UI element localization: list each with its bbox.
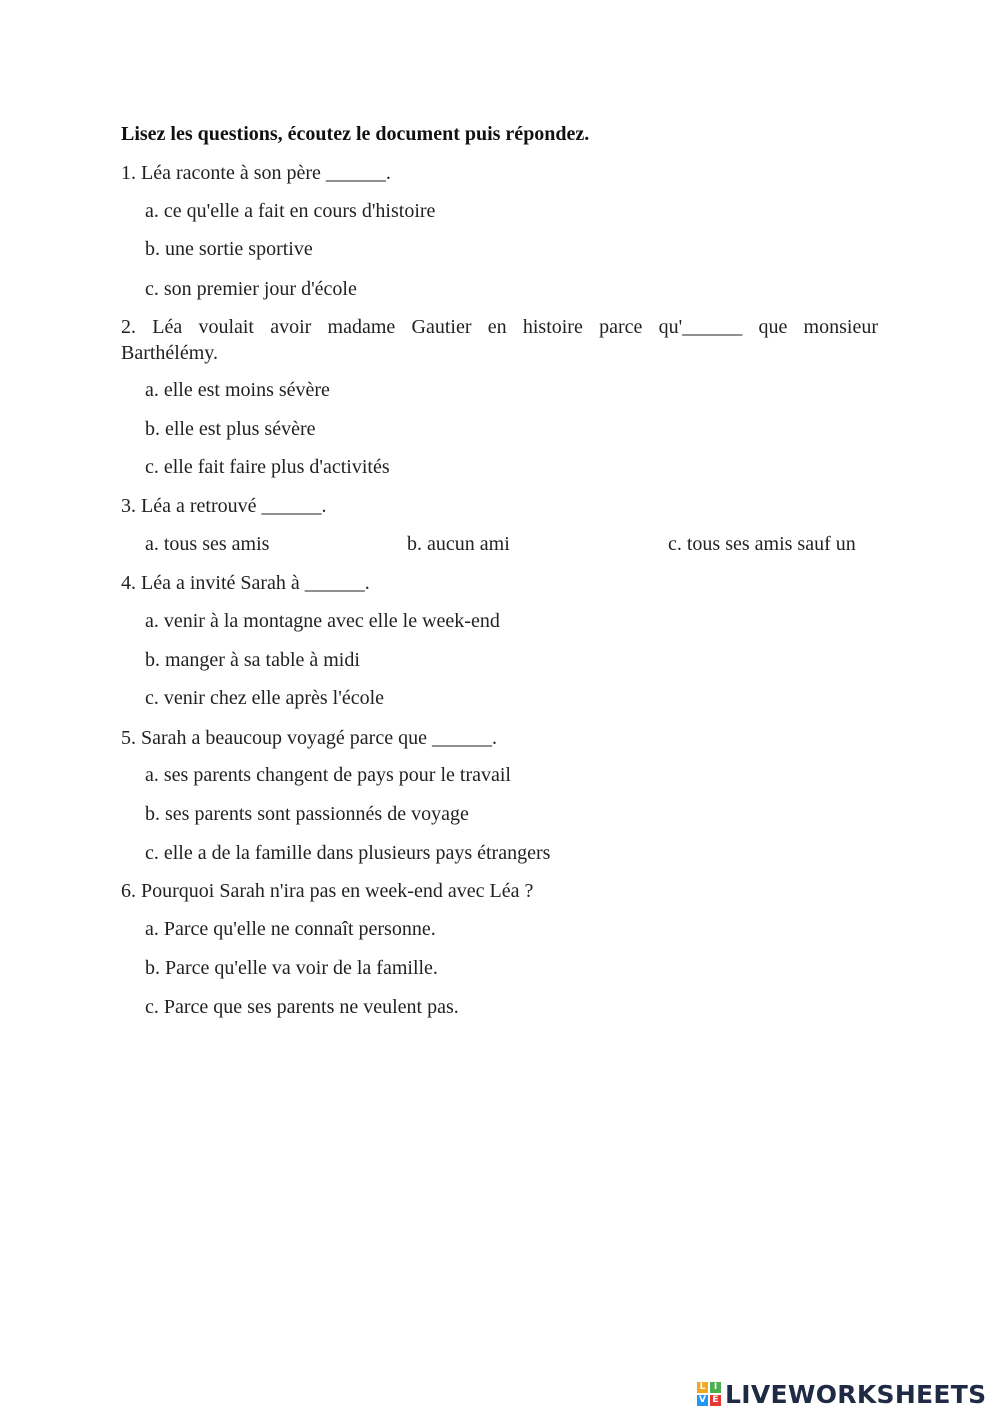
question-4-option-b: b. manger à sa table à midi: [145, 649, 360, 671]
liveworksheets-logo: [697, 1378, 986, 1410]
question-6-option-c: c. Parce que ses parents ne veulent pas.: [145, 996, 459, 1018]
question-3-option-b: b. aucun ami: [407, 533, 510, 555]
question-2-line-2: Barthélémy.: [121, 342, 219, 364]
liveworksheets-logo-icon: [697, 1382, 721, 1406]
question-3-option-a: a. tous ses amis: [145, 533, 270, 555]
question-6: 6. Pourquoi Sarah n'ira pas en week-end avec Léa ?: [121, 880, 534, 902]
logo-tile-i: I: [710, 1382, 721, 1393]
question-5-option-c: c. elle a de la famille dans plusieurs pays étrangers: [145, 842, 551, 864]
question-2-option-b: b. elle est plus sévère: [145, 418, 316, 440]
question-3: 3. Léa a retrouvé ______.: [121, 495, 327, 517]
question-4-option-a: a. venir à la montagne avec elle le week-end: [145, 610, 500, 632]
logo-text: LIVEWORKSHEETS: [725, 1379, 987, 1409]
question-5-option-a: a. ses parents changent de pays pour le travail: [145, 764, 511, 786]
question-1-option-a: a. ce qu'elle a fait en cours d'histoire: [145, 200, 436, 222]
question-6-option-a: a. Parce qu'elle ne connaît personne.: [145, 918, 436, 940]
question-2-option-a: a. elle est moins sévère: [145, 379, 330, 401]
question-2-option-c: c. elle fait faire plus d'activités: [145, 456, 390, 478]
question-4: 4. Léa a invité Sarah à ______.: [121, 572, 370, 594]
question-3-option-c: c. tous ses amis sauf un: [668, 533, 856, 555]
question-5: 5. Sarah a beaucoup voyagé parce que ______.: [121, 727, 497, 749]
instructions-heading: Lisez les questions, écoutez le document puis répondez.: [121, 123, 590, 145]
logo-tile-l: L: [697, 1382, 708, 1393]
question-1-option-c: c. son premier jour d'école: [145, 278, 357, 300]
question-2-line-1: 2. Léa voulait avoir madame Gautier en histoire parce qu'______ que monsieur: [121, 316, 878, 338]
question-1-option-b: b. une sortie sportive: [145, 238, 313, 260]
question-5-option-b: b. ses parents sont passionnés de voyage: [145, 803, 469, 825]
logo-tile-e: E: [710, 1395, 721, 1406]
question-2: [121, 314, 878, 366]
question-6-option-b: b. Parce qu'elle va voir de la famille.: [145, 957, 438, 979]
question-1: 1. Léa raconte à son père ______.: [121, 162, 391, 184]
logo-tile-v: V: [697, 1395, 708, 1406]
question-4-option-c: c. venir chez elle après l'école: [145, 687, 385, 709]
